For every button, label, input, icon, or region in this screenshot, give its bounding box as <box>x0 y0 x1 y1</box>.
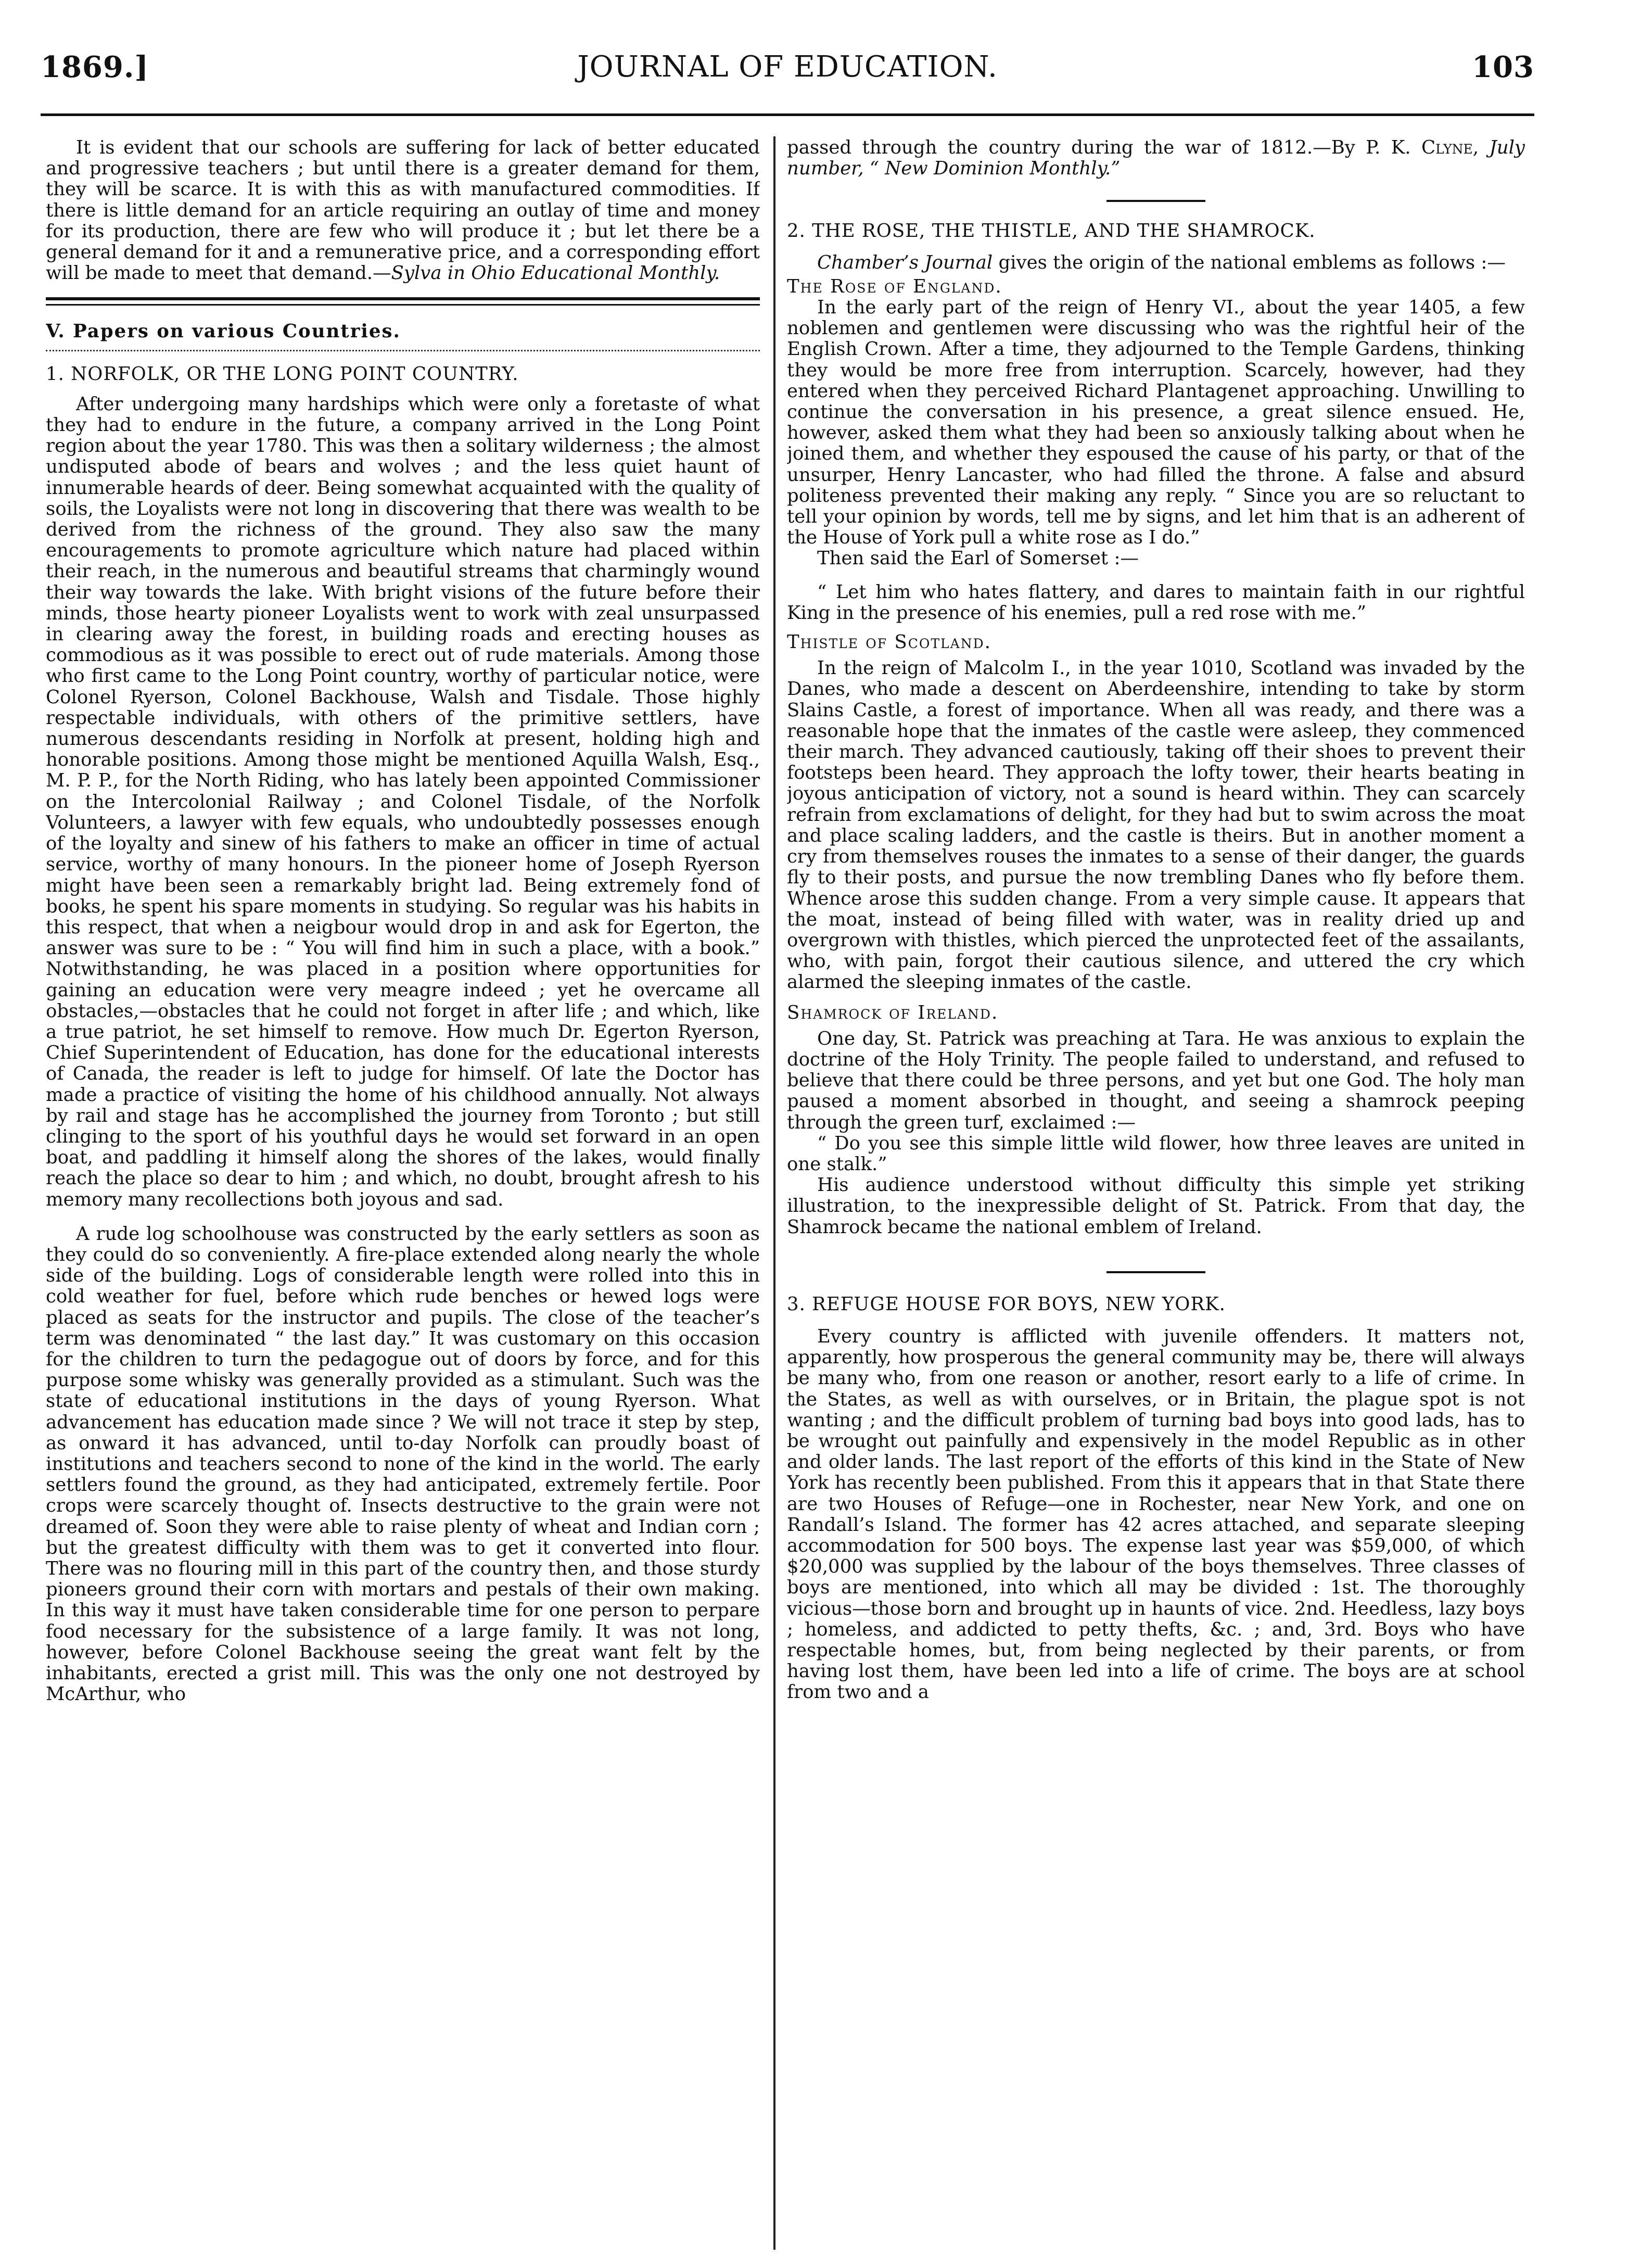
section-2-intro-text: gives the origin of the national emblems as follows :— <box>993 251 1506 273</box>
header-year: 1869.] <box>41 50 149 84</box>
continuation-source: July number, “ New Dominion Monthly.” <box>787 137 1525 180</box>
section-1-paragraph-1: After undergoing many hardships which were only a foretaste of what they had to endure in the future, a company arrived in the Long Point region about the year 1780. This was then a solitary wilderness ; the almost undisputed abode of bears and wolves ; and the less quiet haunt of innumerable heards of deer. Being somewhat acquainted with the quality of soils, the Loyalists were not long in discovering that there was wealth to be derived from the richness of the ground. They also saw the many encouragements to promote agriculture which nature had placed within their reach, in the numerous and beautiful streams that charmingly wound their way towards the lake. With bright visions of the future before their minds, those hearty pioneer Loyalists went to work with zeal unsurpassed in clearing away the forest, in building roads and erecting houses as commodious as it was possible to erect out of rude materials. Among those who first came to the Long Point country, worthy of particular notice, were Colonel Ryerson, Colonel Backhouse, Walsh and Tisdale. Those highly respectable individuals, with others of the primitive settlers, have numerous descendants residing in Norfolk at present, holding high and honorable positions. Among those might be mentioned Aquilla Walsh, Esq., M. P. P., for the North Riding, who has lately been appointed Commissioner on the Intercolonial Railway ; and Colonel Tisdale, of the Norfolk Volunteers, a lawyer with few equals, who undoubtedly possesses enough of the loyalty and sinew of his fathers to make an officer in time of actual service, worthy of many honours. In the pioneer home of Joseph Ryerson might have been seen a remarkably bright lad. Being extremely fond of books, he spent his spare moments in studying. So regular was his habits in this respect, that when a neigbour would drop in and ask for Egerton, the answer was sure to be : “ You will find him in such a place, with a book.” Notwithstanding, he was placed in a position where opportunities for gaining an education were very meagre indeed ; yet he overcame all obstacles,—obstacles that he could not forget in after life ; and which, like a true patriot, he set himself to remove. How much Dr. Egerton Ryerson, Chief Superintendent of Education, has done for the educational interests of Canada, the reader is left to judge for himself. Of late the Doctor has made a practice of visiting the home of his childhood annually. Not always by rail and stage has he accomplished the journey from Toronto ; but still clinging to the sport of his youthful days he would set forward in an open boat, and paddling it himself along the shores of the lakes, would finally reach the place so dear to him ; and which, no doubt, brought afresh to his memory many recollections both joyous and sad. <box>46 393 760 1210</box>
rose-paragraph-2: Then said the Earl of Somerset :— <box>817 548 1139 569</box>
shamrock-paragraph-2: “ Do you see this simple little wild flower, how three leaves are united in one stalk.” <box>787 1132 1525 1175</box>
column-divider <box>773 136 775 2250</box>
header-journal-title: JOURNAL OF EDUCATION. <box>577 50 998 84</box>
header-page-number: 103 <box>1472 50 1534 84</box>
continuation-paragraph <box>787 137 1525 179</box>
intro-text: It is evident that our schools are suffering for lack of better educated and progressive teachers ; but until there is a greater demand for them, they will be scarce. It is with this as with manufactured commodities. If there is little demand for an article requiring an outlay of time and money for its production, there are few who will produce it ; but let there be a general demand for it and a remunerative price, and a corresponding effort will be made to meet that demand.— <box>46 137 760 284</box>
right-column <box>787 137 1525 2246</box>
thistle-paragraph-1: In the reign of Malcolm I., in the year 1010, Scotland was invaded by the Danes, who made a descent on Aberdeenshire, intending to take by storm Slains Castle, a forest of importance. When all was ready, and there was a reasonable hope that the inmates of the castle were asleep, they commenced their march. They advanced cautiously, taking off their shoes to prevent their footsteps been heard. They approach the lofty tower, their hearts beating in joyous anticipation of victory, not a sound is heard within. They can scarcely refrain from exclamations of delight, for they had but to swim across the moat and place scaling ladders, and the castle is theirs. But in another moment a cry from themselves rouses the inmates to a sense of their danger, the guards fly to their posts, and pursue the now trembling Danes who fly before them. Whence arose this sudden change. From a very simple cause. It appears that the moat, instead of being filled with water, was in reality dried up and overgrown with thistles, which pierced the unprotected feet of the assailants, who, with pain, forgot their cautious silence, and uttered the cry which alarmed the sleeping inmates of the castle. <box>787 657 1525 993</box>
rose-paragraph-3: “ Let him who hates flattery, and dares to maintain faith in our rightful King in the presence of his enemies, pull a red rose with me.” <box>787 581 1525 624</box>
header-rule <box>41 113 1534 116</box>
left-column <box>46 137 760 2246</box>
section-2-intro-source: Chamber’s Journal <box>817 251 993 273</box>
shamrock-paragraph-1: One day, St. Patrick was preaching at Tara. He was anxious to explain the doctrine of the Holy Trinity. The people failed to understand, and refused to believe that there could be three persons, and yet but one God. The holy man paused a moment absorbed in thought, and seeing a shamrock peeping through the green turf, exclaimed :— <box>787 1028 1525 1133</box>
intro-paragraph <box>46 137 760 284</box>
rose-paragraph-1: In the early part of the reign of Henry VI., about the year 1405, a few noblemen and gentlemen were discussing who was the rightful heir of the English Crown. After a time, they adjourned to the Temple Gardens, thinking they would be more free from interruption. Scarcely, however, had they entered when they perceived Richard Plantagenet approaching. Unwilling to continue the conversation in his presence, a great silence ensued. He, however, asked them what they had been so anxiously talking about when he joined them, and whether they espoused the cause of his party, or that of the unsurper, Henry Lancaster, who had filled the throne. A false and absurd politeness prevented their making any reply. “ Since you are so reluctant to tell your opinion by words, tell me by signs, and let him that is an adherent of the House of York pull a white rose as I do.” <box>787 297 1525 549</box>
continuation-text: passed through the country during the war of 1812.—By <box>787 137 1366 158</box>
section-3-title: 3. REFUGE HOUSE FOR BOYS, NEW YORK. <box>787 1293 1226 1315</box>
section-2-title: 2. THE ROSE, THE THISTLE, AND THE SHAMROCK. <box>787 220 1316 242</box>
section-2-intro <box>787 252 1525 273</box>
rose-subtitle: The Rose of England. <box>787 275 1002 297</box>
part-rule <box>46 297 760 306</box>
part-title: V. Papers on various Countries. <box>46 321 401 343</box>
section-3-paragraph-1: Every country is afflicted with juvenile offenders. It matters not, apparently, how prosperous the general community may be, there will always be many who, from one reason or another, resort early to a life of crime. In the States, as well as with ourselves, or in Britain, the plague spot is not wanting ; and the difficult problem of turning bad boys into good lads, has to be wrought out painfully and expensively in the model Republic as in other and older lands. The last report of the efforts of this kind in the State of New York has recently been published. From this it appears that in that State there are two Houses of Refuge—one in Rochester, near New York, and one on Randall’s Island. The former has 42 acres attached, and separate sleeping accommodation for 500 boys. The expense last year was $59,000, of which $20,000 was supplied by the labour of the boys themselves. Three classes of boys are mentioned, into which all may be divided : 1st. The thoroughly vicious—those born and brought up in haunts of vice. 2nd. Heedless, lazy boys ; homeless, and addicted to petty thefts, &c. ; and, 3rd. Boys who have respectable homes, but, from being neglected by their parents, or from having lost them, have been led into a life of crime. The boys are at school from two and a <box>787 1325 1525 1703</box>
shamrock-paragraph-3: His audience understood without difficulty this simple yet striking illustration, to the inexpressible delight of St. Patrick. From that day, the Shamrock became the national emblem of Ireland. <box>787 1174 1525 1238</box>
part-ornament-rule <box>46 343 760 351</box>
thistle-subtitle: Thistle of Scotland. <box>787 631 991 653</box>
section-1-paragraph-2: A rude log schoolhouse was constructed by the early settlers as soon as they could do so conveniently. A fire-place extended along nearly the whole side of the building. Logs of considerable length were rolled into this in cold weather for fuel, before which rude benches or hewed logs were placed as seats for the instructor and pupils. The close of the teacher’s term was denominated “ the last day.” It was customary on this occasion for the children to turn the pedagogue out of doors by force, and for this purpose some whisky was generally provided as a stimulant. Such was the state of educational institutions in the days of young Ryerson. What advancement has education made since ? We will not trace it step by step, as onward it has advanced, until to-day Norfolk can proudly boast of institutions and teachers second to none of the kind in the world. The early settlers found the ground, as they had anticipated, extremely fertile. Poor crops were scarcely thought of. Insects destructive to the grain were not dreamed of. Soon they were able to raise plenty of wheat and Indian corn ; but the greatest difficulty with them was to get it converted into flour. There was no flouring mill in this part of the country then, and those sturdy pioneers ground their corn with mortars and pestals of their own making. In this way it must have taken considerable time for one person to perpare food necessary for the subsistence of a large family. It was not long, however, before Colonel Backhouse seeing the great want felt by the inhabitants, erected a grist mill. This was the only one not destroyed by McArthur, who <box>46 1223 760 1705</box>
shamrock-subtitle: Shamrock of Ireland. <box>787 1002 999 1023</box>
running-header <box>41 50 1534 107</box>
section-1-title: 1. NORFOLK, OR THE LONG POINT COUNTRY. <box>46 363 519 385</box>
intro-source: Sylva in Ohio Educational Monthly. <box>391 262 720 284</box>
continuation-author: P. K. Clyne, <box>1366 137 1479 158</box>
